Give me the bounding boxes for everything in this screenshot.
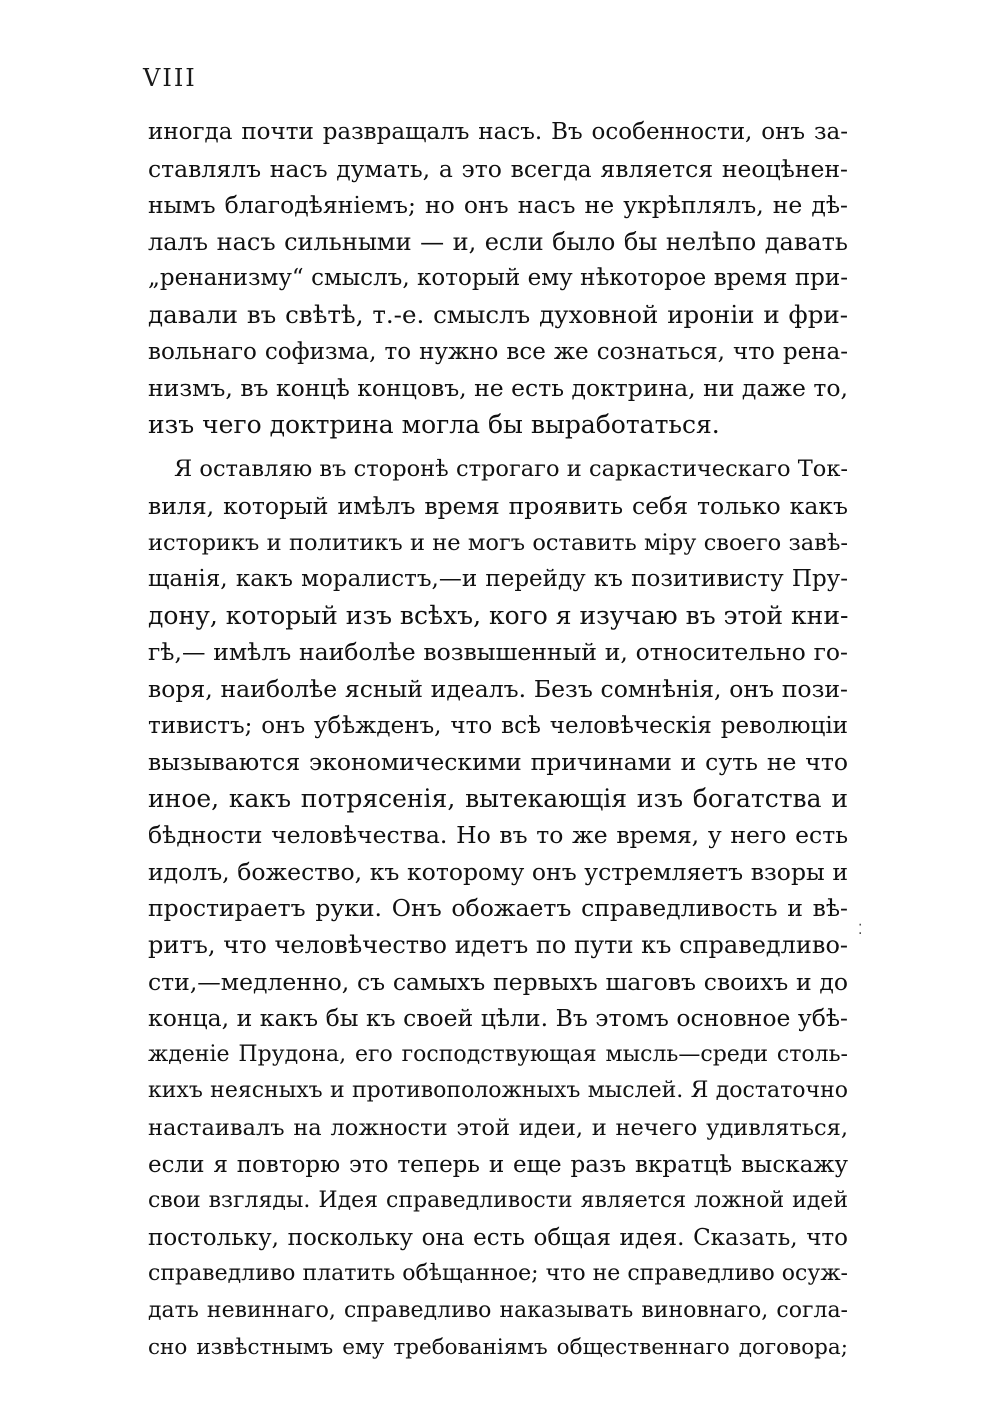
text-line: иное, какъ потрясенія, вытекающія изъ богатства и: [148, 783, 848, 813]
text-line: нымъ благодѣяніемъ; но онъ насъ не укрѣплялъ, не дѣ-: [148, 191, 848, 220]
text-line: иногда почти развращалъ насъ. Въ особенности, онъ за-: [148, 119, 848, 145]
text-line: бѣдности человѣчества. Но въ то же время, у него есть: [148, 821, 848, 850]
text-line: низмъ, въ концѣ концовъ, не есть доктрина, ни даже то,: [148, 374, 848, 403]
text-line: воря, наиболѣе ясный идеалъ. Безъ сомнѣнія, онъ пози-: [148, 674, 848, 703]
text-line: простираетъ руки. Онъ обожаетъ справедливость и вѣ-: [148, 894, 848, 923]
text-line: лалъ насъ сильными — и, если было бы нелѣпо давать: [148, 227, 848, 256]
text-line: „ренанизму“ смыслъ, который ему нѣкоторое время при-: [148, 265, 848, 292]
page-number: VIII: [143, 64, 197, 92]
text-line: вызываются экономическими причинами и суть не что: [148, 748, 848, 777]
text-line: справедливо платить обѣщанное; что не справедливо осуж-: [148, 1261, 848, 1287]
text-line: жденіе Прудона, его господствующая мысль—среди столь-: [148, 1041, 848, 1067]
body-text: [148, 114, 848, 1366]
paragraph-break: [148, 443, 848, 451]
text-line: гѣ,— имѣлъ наиболѣе возвышенный и, относительно го-: [148, 638, 848, 667]
text-line: если я повторю это теперь и еще разъ вкратцѣ выскажу: [148, 1151, 848, 1178]
text-line: ставлялъ насъ думать, а это всегда является неоцѣнен-: [148, 154, 848, 183]
paragraph: [148, 451, 848, 1366]
text-line: сти,—медленно, съ самыхъ первыхъ шаговъ своихъ и до: [148, 967, 848, 996]
text-line: дать невиннаго, справедливо наказывать виновнаго, согла-: [148, 1298, 848, 1323]
text-line: ритъ, что человѣчество идетъ по пути къ справедливо-: [148, 931, 848, 960]
text-line: идолъ, божество, къ которому онъ устремляетъ взоры и: [148, 857, 848, 886]
text-line: настаивалъ на ложности этой идеи, и нечего удивляться,: [148, 1115, 848, 1142]
paragraph: [148, 114, 848, 443]
text-line: Я оставляю въ сторонѣ строгаго и саркастическаго Ток-: [174, 456, 848, 483]
text-line: тивистъ; онъ убѣжденъ, что всѣ человѣческія революціи: [148, 712, 848, 739]
margin-speck: ⁚: [858, 922, 863, 938]
text-line: сно извѣстнымъ ему требованіямъ общественнаго договора;: [148, 1334, 848, 1360]
text-line: вольнаго софизма, то нужно все же сознаться, что рена-: [148, 338, 848, 365]
text-line: кихъ неясныхъ и противоположныхъ мыслей. Я достаточно: [148, 1078, 848, 1104]
text-line: изъ чего доктрина могла бы выработаться.: [148, 409, 720, 439]
text-line: конца, и какъ бы къ своей цѣли. Въ этомъ основное убѣ-: [148, 1004, 848, 1033]
text-line: историкъ и политикъ и не могъ оставить міру своего завѣ-: [148, 529, 848, 556]
text-line: свои взгляды. Идея справедливости является ложной идей: [148, 1188, 848, 1214]
text-line: виля, который имѣлъ время проявить себя только какъ: [148, 491, 848, 520]
text-line: давали въ свѣтѣ, т.-е. смыслъ духовной ироніи и фри-: [148, 299, 848, 329]
text-line: постольку, поскольку она есть общая идея. Сказать, что: [148, 1224, 848, 1251]
text-line: щанія, какъ моралистъ,—и перейду къ позитивисту Пру-: [148, 566, 848, 593]
text-line: дону, который изъ всѣхъ, кого я изучаю въ этой кни-: [148, 600, 849, 630]
